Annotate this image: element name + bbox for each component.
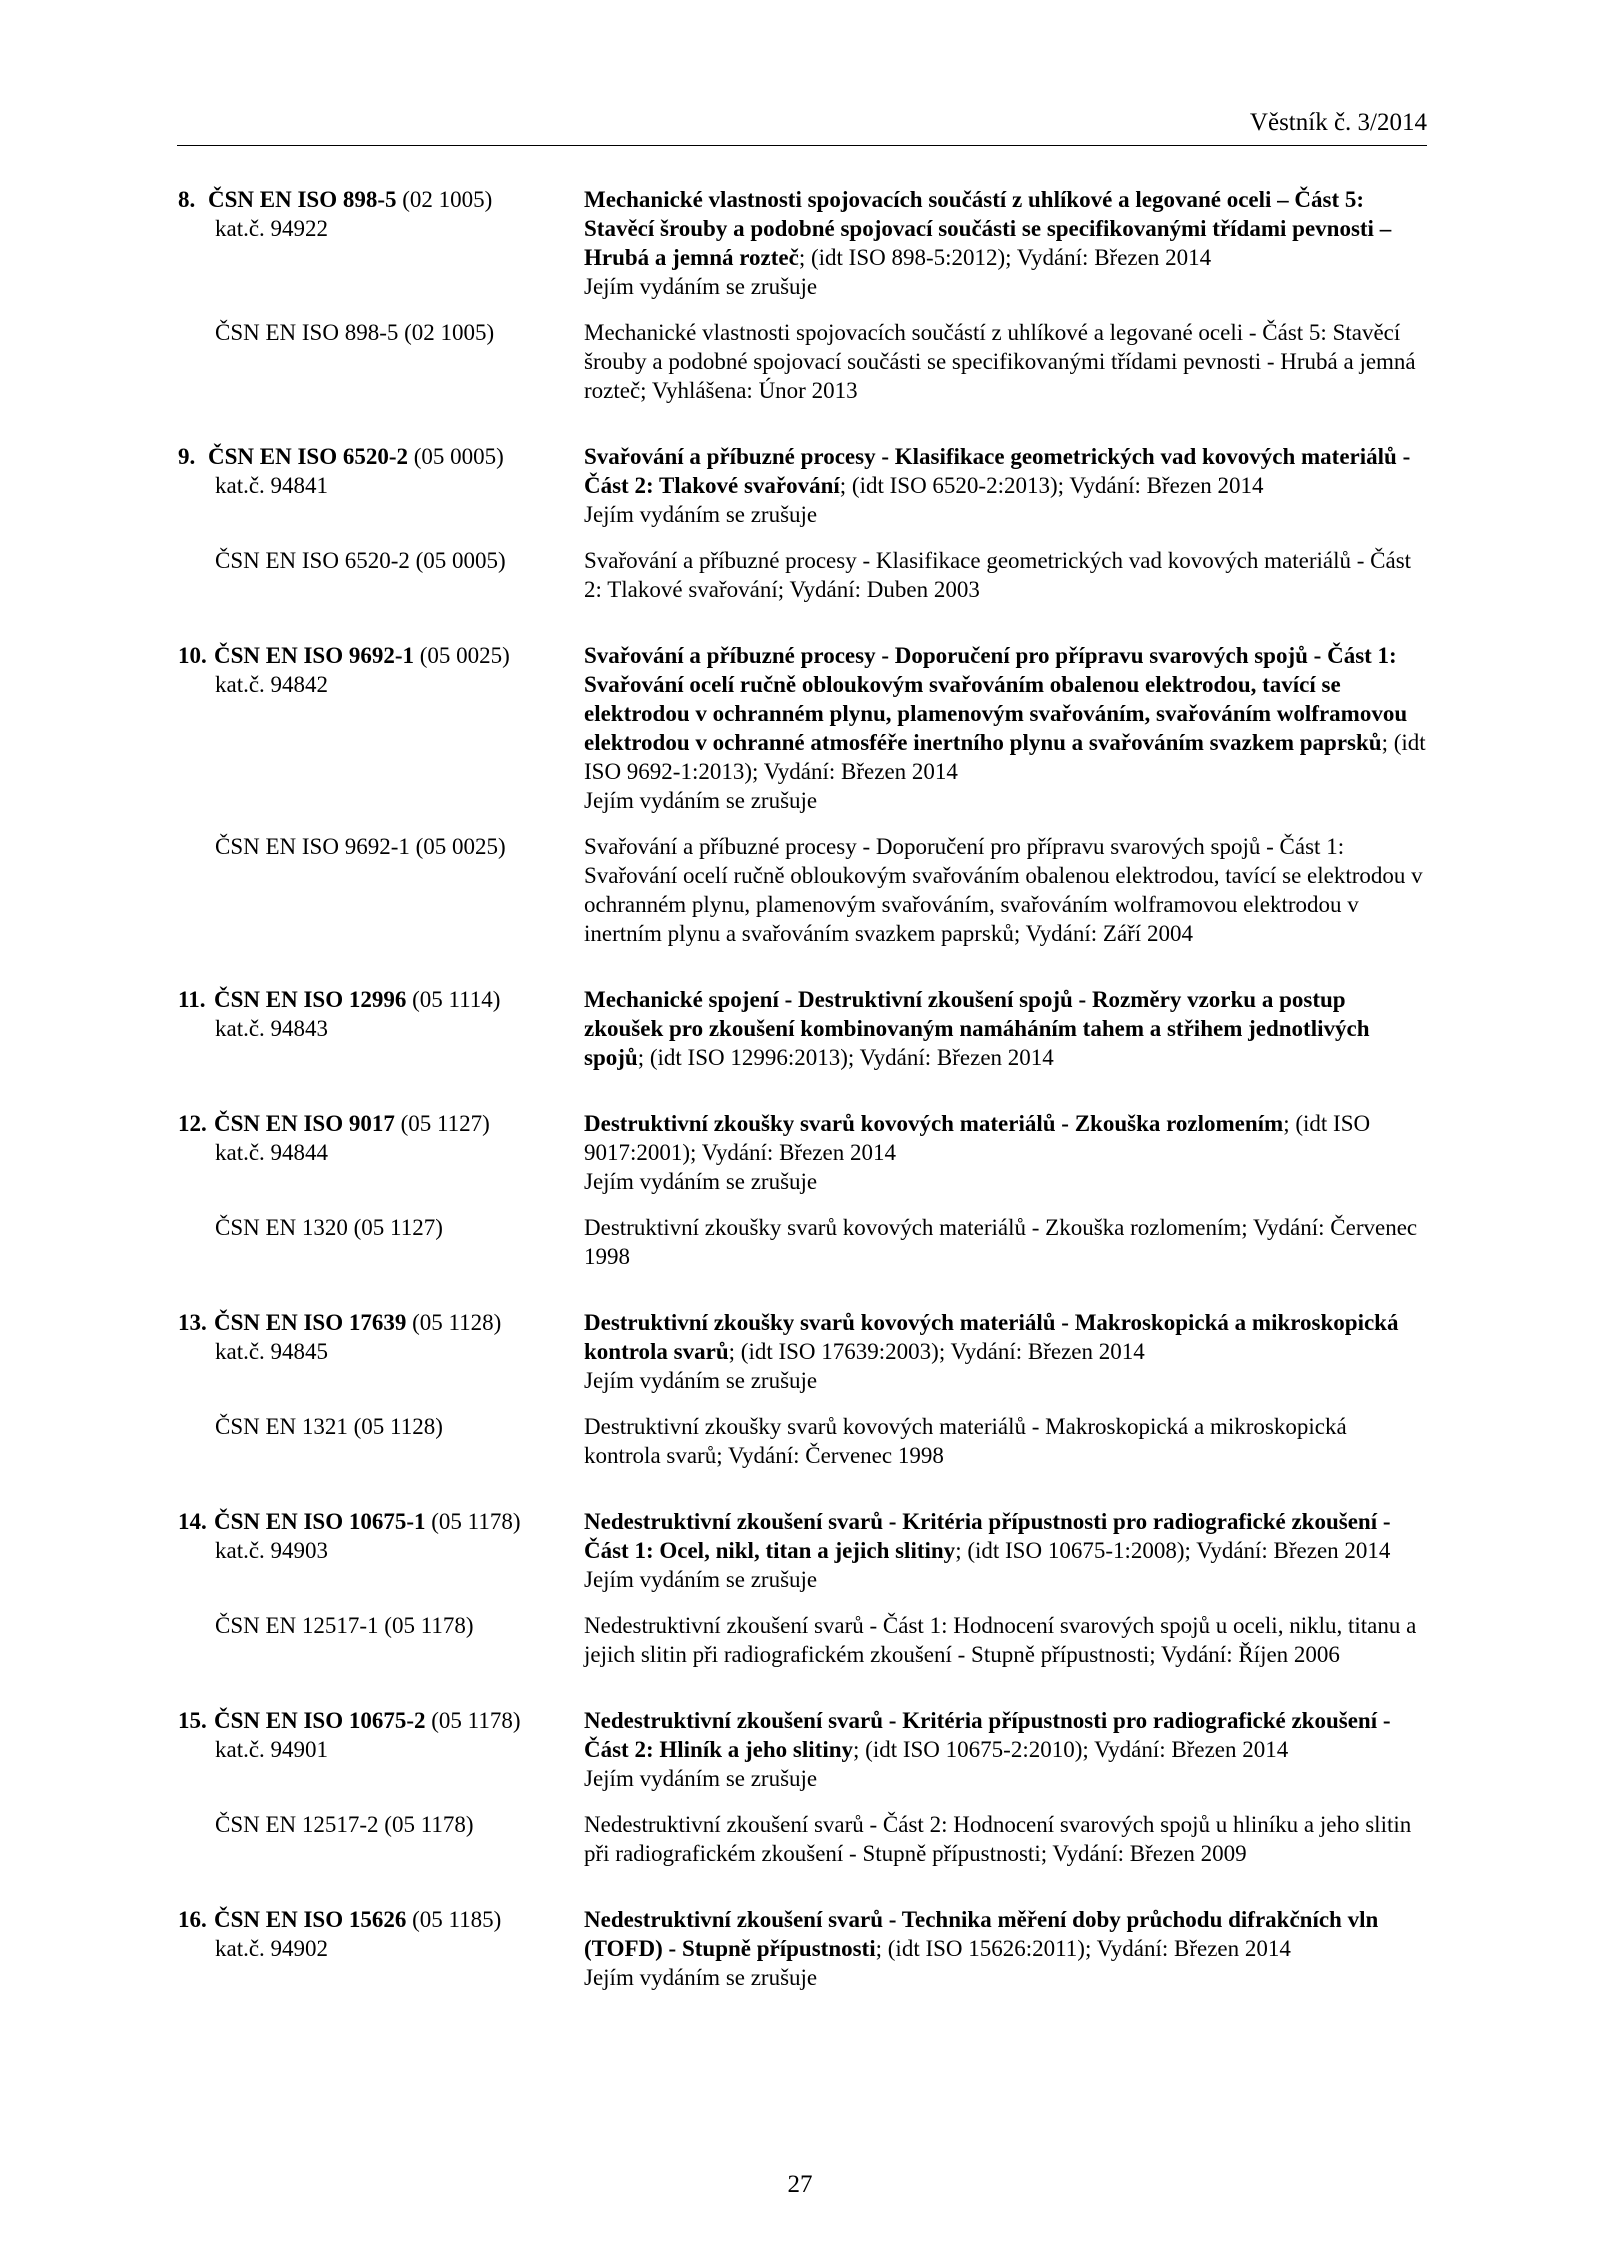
standard-details: ; (idt ISO 10675-1:2008); Vydání: Březen 2014 <box>955 1538 1391 1563</box>
header-rule <box>177 145 1427 146</box>
catalog-number: kat.č. 94902 <box>215 1936 329 1961</box>
page-number: 27 <box>787 2171 813 2198</box>
standard-details: ; (idt ISO 10675-2:2010); Vydání: Březen 2014 <box>853 1737 1289 1762</box>
catalog-number: kat.č. 94922 <box>215 216 329 241</box>
cancellation-note: Jejím vydáním se zrušuje <box>584 1368 818 1393</box>
catalog-number: kat.č. 94843 <box>215 1016 329 1041</box>
standard-code: ČSN EN ISO 898-5 <box>208 187 397 212</box>
catalog-number: kat.č. 94901 <box>215 1737 329 1762</box>
replaced-standard-text: Mechanické vlastnosti spojovacích součástí z uhlíkové a legované oceli - Část 5: Stavěcí šrouby a podobné spojovací součásti se specifikovanými třídami pevnosti - Hrubá a jemná rozteč; Vyhlášena: Únor 2013 <box>584 320 1416 403</box>
standard-entry <box>178 641 1428 948</box>
entry-number: 13. <box>178 1310 207 1335</box>
standard-entry <box>178 985 1428 1072</box>
replaced-standard-designation: ČSN EN ISO 898-5 (02 1005) <box>215 320 495 345</box>
cancellation-note: Jejím vydáním se zrušuje <box>584 788 818 813</box>
standard-details: ; (idt ISO 15626:2011); Vydání: Březen 2014 <box>875 1936 1291 1961</box>
standard-title: Svařování a příbuzné procesy - Doporučení pro přípravu svarových spojů - Část 1: Svařování ocelí ručně obloukovým svařováním obalenou elektrodou, tavící se elektrodou v ochranném plynu, plamenovým svařováním, svařováním wolframovou elektrodou v ochranné atmosféře inertního plynu a svařováním svazkem paprsků <box>584 643 1408 755</box>
standard-title: Svařování a příbuzné procesy - Klasifikace geometrických vad kovových materiálů - Část 2: Tlakové svařování <box>584 444 1411 498</box>
replaced-standard-designation: ČSN EN 12517-1 (05 1178) <box>215 1613 474 1638</box>
classification-code: (02 1005) <box>396 187 493 212</box>
classification-code: (05 1178) <box>425 1509 521 1534</box>
standard-entry <box>178 185 1428 405</box>
cancellation-note: Jejím vydáním se zrušuje <box>584 502 818 527</box>
cancellation-note: Jejím vydáním se zrušuje <box>584 1567 818 1592</box>
standard-title: Mechanické vlastnosti spojovacích součástí z uhlíkové a legované oceli – Část 5: Stavěcí šrouby a podobné spojovací součásti se specifikovanými třídami pevnosti – Hrubá a jemná rozteč <box>584 187 1392 270</box>
standard-entry <box>178 442 1428 604</box>
standard-entry <box>178 1109 1428 1271</box>
cancellation-note: Jejím vydáním se zrušuje <box>584 274 818 299</box>
standard-title: Destruktivní zkoušky svarů kovových materiálů - Makroskopická a mikroskopická kontrola svarů <box>584 1310 1399 1364</box>
standard-details: ; (idt ISO 9692-1:2013); Vydání: Březen 2014 <box>584 730 1426 784</box>
cancellation-note: Jejím vydáním se zrušuje <box>584 1965 818 1990</box>
classification-code: (05 1178) <box>425 1708 521 1733</box>
standard-title: Mechanické spojení - Destruktivní zkoušení spojů - Rozměry vzorku a postup zkoušek pro zkoušení kombinovaným namáháním tahem a střihem jednotlivých spojů <box>584 987 1370 1070</box>
classification-code: (05 1128) <box>406 1310 502 1335</box>
standard-details: ; (idt ISO 17639:2003); Vydání: Březen 2014 <box>728 1339 1145 1364</box>
standard-entry <box>178 1905 1428 1992</box>
entry-number: 15. <box>178 1708 207 1733</box>
entry-number: 12. <box>178 1111 207 1136</box>
replaced-standard-text: Svařování a příbuzné procesy - Klasifikace geometrických vad kovových materiálů - Část 2: Tlakové svařování; Vydání: Duben 2003 <box>584 548 1412 602</box>
standard-details: ; (idt ISO 12996:2013); Vydání: Březen 2014 <box>637 1045 1054 1070</box>
entry-number: 14. <box>178 1509 207 1534</box>
standard-code: ČSN EN ISO 6520-2 <box>208 444 409 469</box>
classification-code: (05 1185) <box>406 1907 502 1932</box>
catalog-number: kat.č. 94845 <box>215 1339 329 1364</box>
entry-number: 11. <box>178 987 206 1012</box>
standard-title: Destruktivní zkoušky svarů kovových materiálů - Zkouška rozlomením <box>584 1111 1284 1136</box>
classification-code: (05 0005) <box>408 444 504 469</box>
standard-code: ČSN EN ISO 9017 <box>214 1111 395 1136</box>
standard-entry <box>178 1507 1428 1669</box>
classification-code: (05 0025) <box>414 643 510 668</box>
classification-code: (05 1114) <box>406 987 501 1012</box>
replaced-standard-text: Nedestruktivní zkoušení svarů - Část 2: Hodnocení svarových spojů u hliníku a jeho slitin při radiografickém zkoušení - Stupně přípustnosti; Vydání: Březen 2009 <box>584 1812 1412 1866</box>
catalog-number: kat.č. 94903 <box>215 1538 329 1563</box>
entry-number: 10. <box>178 643 207 668</box>
standard-entry <box>178 1308 1428 1470</box>
standard-code: ČSN EN ISO 12996 <box>214 987 407 1012</box>
entry-number: 16. <box>178 1907 207 1932</box>
catalog-number: kat.č. 94842 <box>215 672 329 697</box>
replaced-standard-text: Svařování a příbuzné procesy - Doporučení pro přípravu svarových spojů - Část 1: Svařování ocelí ručně obloukovým svařováním obalenou elektrodou, tavící se elektrodou v ochranném plynu, plamenovým svařováním, svařováním wolframovou elektrodou v inertním plynu a svařováním svazkem paprsků; Vydání: Září 2004 <box>584 834 1423 946</box>
bulletin-title: Věstník č. 3/2014 <box>1249 109 1427 136</box>
cancellation-note: Jejím vydáním se zrušuje <box>584 1169 818 1194</box>
replaced-standard-designation: ČSN EN ISO 6520-2 (05 0005) <box>215 548 506 573</box>
catalog-number: kat.č. 94844 <box>215 1140 329 1165</box>
entry-number: 9. <box>178 444 196 469</box>
standard-code: ČSN EN ISO 17639 <box>214 1310 407 1335</box>
standards-list <box>178 185 1428 2029</box>
standard-details: ; (idt ISO 9017:2001); Vydání: Březen 2014 <box>584 1111 1371 1165</box>
standard-code: ČSN EN ISO 10675-2 <box>214 1708 426 1733</box>
replaced-standard-designation: ČSN EN 1320 (05 1127) <box>215 1215 443 1240</box>
standard-code: ČSN EN ISO 9692-1 <box>214 643 415 668</box>
catalog-number: kat.č. 94841 <box>215 473 329 498</box>
standard-entry <box>178 1706 1428 1868</box>
replaced-standard-text: Nedestruktivní zkoušení svarů - Část 1: Hodnocení svarových spojů u oceli, niklu, titanu a jejich slitin při radiografickém zkoušení - Stupně přípustnosti; Vydání: Říjen 2006 <box>584 1613 1417 1667</box>
cancellation-note: Jejím vydáním se zrušuje <box>584 1766 818 1791</box>
standard-details: ; (idt ISO 6520-2:2013); Vydání: Březen 2014 <box>839 473 1264 498</box>
replaced-standard-designation: ČSN EN ISO 9692-1 (05 0025) <box>215 834 506 859</box>
standard-code: ČSN EN ISO 10675-1 <box>214 1509 426 1534</box>
standard-details: ; (idt ISO 898-5:2012); Vydání: Březen 2014 <box>798 245 1212 270</box>
standard-title: Nedestruktivní zkoušení svarů - Kritéria přípustnosti pro radiografické zkoušení - Část 2: Hliník a jeho slitiny <box>584 1708 1391 1762</box>
entry-number: 8. <box>178 187 196 212</box>
replaced-standard-designation: ČSN EN 12517-2 (05 1178) <box>215 1812 474 1837</box>
standard-code: ČSN EN ISO 15626 <box>214 1907 407 1932</box>
replaced-standard-text: Destruktivní zkoušky svarů kovových materiálů - Zkouška rozlomením; Vydání: Červenec 1998 <box>584 1215 1418 1269</box>
classification-code: (05 1127) <box>394 1111 490 1136</box>
replaced-standard-text: Destruktivní zkoušky svarů kovových materiálů - Makroskopická a mikroskopická kontrola svarů; Vydání: Červenec 1998 <box>584 1414 1347 1468</box>
replaced-standard-designation: ČSN EN 1321 (05 1128) <box>215 1414 443 1439</box>
standard-title: Nedestruktivní zkoušení svarů - Kritéria přípustnosti pro radiografické zkoušení - Část 1: Ocel, nikl, titan a jejich slitiny <box>584 1509 1391 1563</box>
standard-title: Nedestruktivní zkoušení svarů - Technika měření doby průchodu difrakčních vln (TOFD) - Stupně přípustnosti <box>584 1907 1379 1961</box>
